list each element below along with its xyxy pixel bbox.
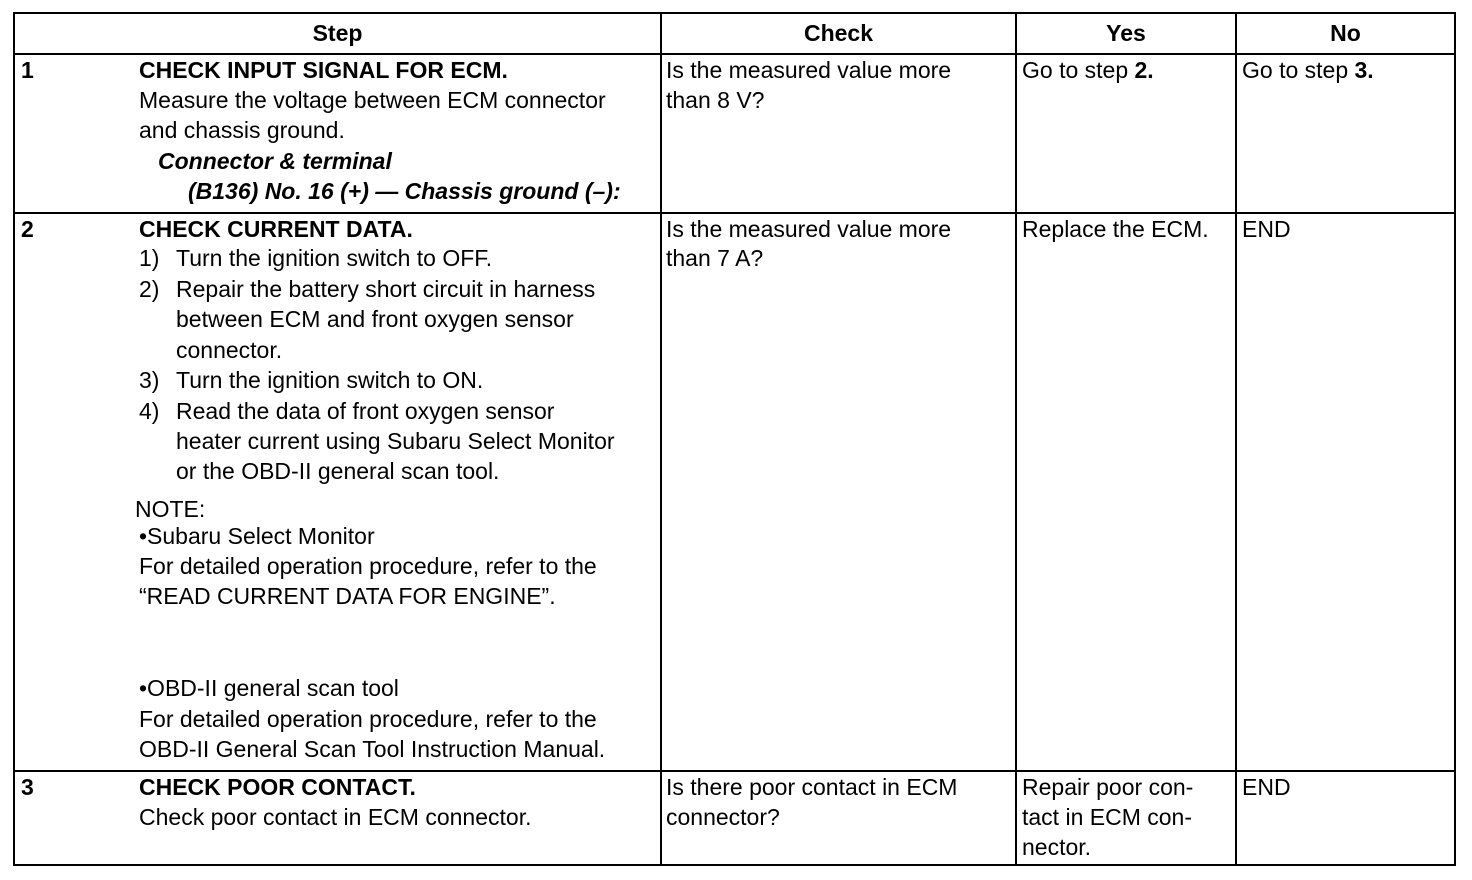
connector-label: Connector & terminal (158, 148, 392, 174)
no-text: END (1242, 774, 1291, 800)
step-number: 3 (21, 774, 34, 800)
substep-text: between ECM and front oxygen sensor (176, 306, 574, 332)
no-text: END (1242, 216, 1291, 242)
note-label: NOTE: (135, 496, 206, 522)
column-divider (1235, 14, 1237, 864)
step-text: and chassis ground. (139, 117, 345, 143)
note-text: For detailed operation procedure, refer to the (139, 553, 597, 579)
substep-text: connector. (176, 337, 283, 363)
note-item-title: •Subaru Select Monitor (139, 523, 375, 549)
no-text: Go to step 3. (1242, 57, 1374, 83)
note-text: OBD-II General Scan Tool Instruction Manual. (139, 736, 606, 762)
substep-text: heater current using Subaru Select Monitor (176, 428, 615, 454)
step-title: CHECK CURRENT DATA. (139, 216, 413, 242)
column-divider (660, 14, 662, 864)
yes-text: Replace the ECM. (1022, 216, 1209, 242)
check-text: than 7 A? (666, 245, 764, 271)
substep-text: Turn the ignition switch to OFF. (176, 245, 493, 271)
check-text: than 8 V? (666, 87, 765, 113)
yes-text: Go to step 2. (1022, 57, 1154, 83)
step-title: CHECK INPUT SIGNAL FOR ECM. (139, 57, 508, 83)
header-check: Check (803, 20, 874, 46)
substep-text: or the OBD-II general scan tool. (176, 458, 500, 484)
header-step: Step (312, 20, 363, 46)
step-text: Measure the voltage between ECM connector (139, 87, 606, 113)
step-number: 2 (21, 216, 34, 242)
step-number: 1 (21, 57, 34, 83)
connector-value: (B136) No. 16 (+) — Chassis ground (–): (188, 178, 621, 204)
substep-number: 1) (139, 245, 160, 271)
substep-number: 3) (139, 367, 160, 393)
substep-number: 4) (139, 398, 160, 424)
yes-text: tact in ECM con- (1022, 804, 1192, 830)
yes-text: Repair poor con- (1022, 774, 1194, 800)
diagnostic-table (13, 12, 1456, 866)
yes-step-link: 2. (1134, 57, 1154, 83)
substep-text: Read the data of front oxygen sensor (176, 398, 555, 424)
check-text: Is the measured value more (666, 57, 952, 83)
substep-number: 2) (139, 276, 160, 302)
yes-text: nector. (1022, 834, 1092, 860)
check-text: connector? (666, 804, 780, 830)
check-text: Is the measured value more (666, 216, 952, 242)
note-text: For detailed operation procedure, refer to the (139, 706, 597, 732)
step-title: CHECK POOR CONTACT. (139, 774, 416, 800)
substep-text: Repair the battery short circuit in harness (176, 276, 596, 302)
check-text: Is there poor contact in ECM (666, 774, 958, 800)
header-no: No (1330, 20, 1361, 46)
header-yes: Yes (1106, 20, 1146, 46)
substep-text: Turn the ignition switch to ON. (176, 367, 484, 393)
note-item-title: •OBD-II general scan tool (139, 675, 399, 701)
column-divider (1015, 14, 1017, 864)
note-text: “READ CURRENT DATA FOR ENGINE”. (139, 583, 556, 609)
no-step-link: 3. (1354, 57, 1374, 83)
step-text: Check poor contact in ECM connector. (139, 804, 532, 830)
